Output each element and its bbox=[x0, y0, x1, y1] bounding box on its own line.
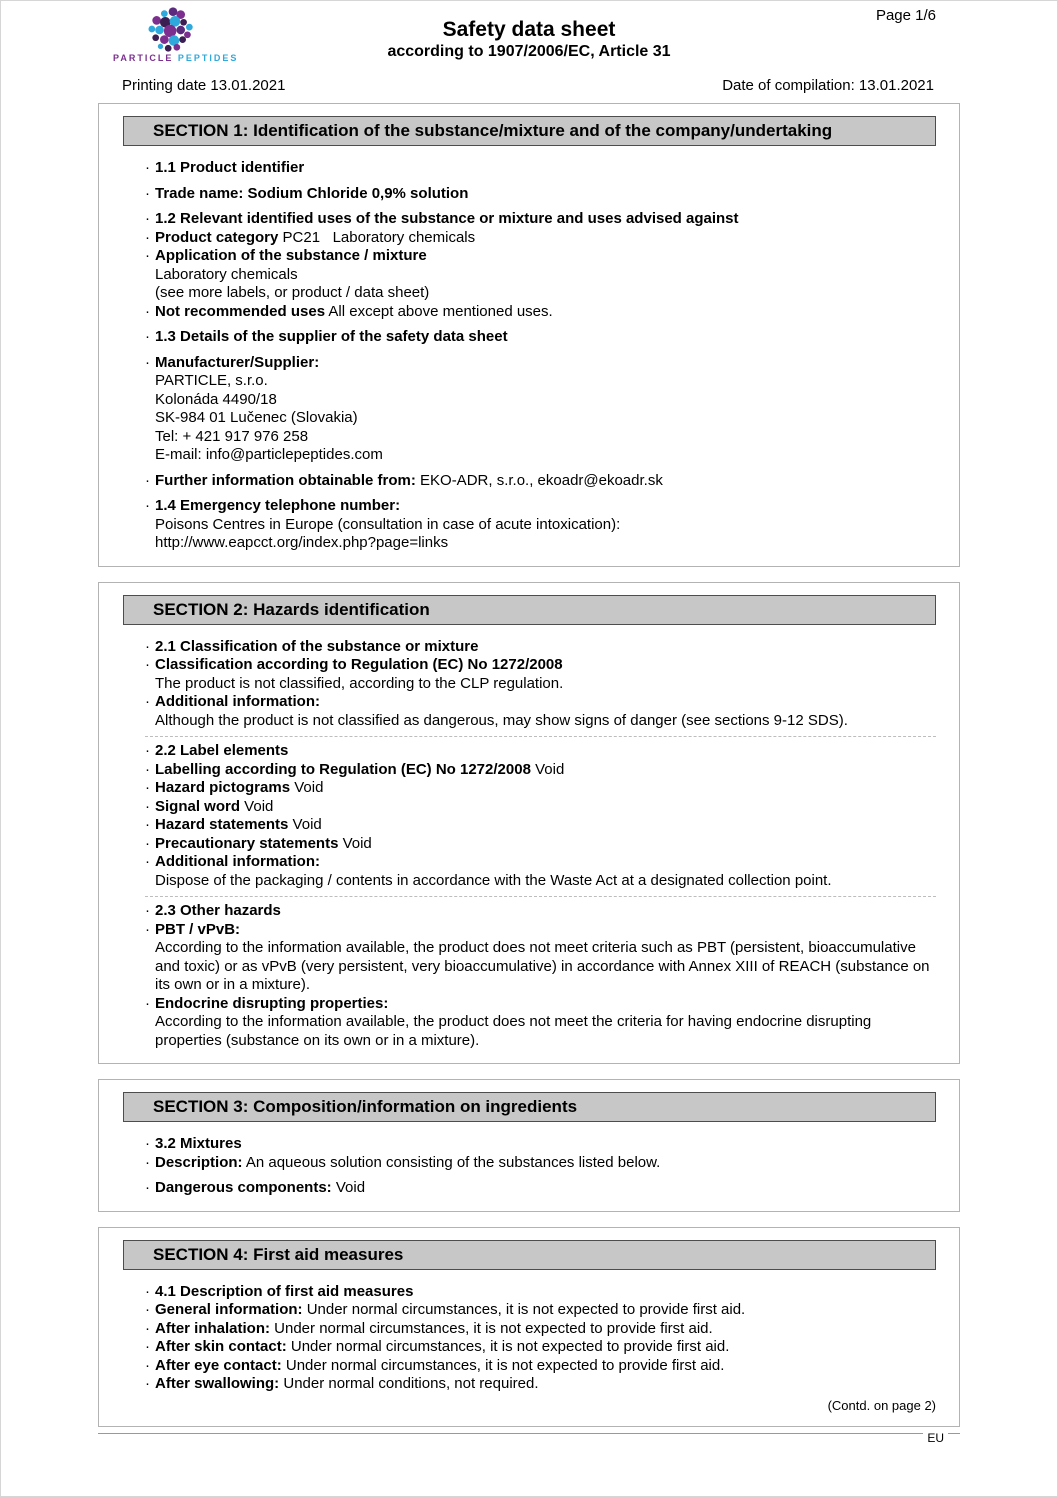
content-block bbox=[145, 159, 936, 178]
bold-label: 4.1 Description of first aid measures bbox=[155, 1282, 414, 1300]
text-line bbox=[145, 391, 936, 410]
content-block bbox=[145, 210, 936, 321]
body-text: Under normal circumstances, it is not expected to provide first aid. bbox=[281, 1356, 725, 1374]
section-box-4 bbox=[98, 1227, 960, 1427]
body-text: SK-984 01 Lučenec (Slovakia) bbox=[155, 409, 358, 426]
bold-label: 3.2 Mixtures bbox=[155, 1135, 242, 1152]
content-block bbox=[145, 896, 936, 1050]
body-text: According to the information available, the product does not meet the criteria for having endocrine disrupting properties (substance on its own or in a mixture). bbox=[155, 1013, 876, 1049]
text-line bbox=[145, 902, 936, 921]
text-line bbox=[145, 1013, 936, 1050]
content-block bbox=[145, 354, 936, 465]
printing-date: Printing date 13.01.2021 bbox=[122, 77, 286, 94]
bold-label: Labelling according to Regulation (EC) No 1272/2008 bbox=[155, 760, 531, 778]
body-text: Under normal circumstances, it is not expected to provide first aid. bbox=[286, 1338, 730, 1355]
bold-label: After inhalation: bbox=[155, 1319, 270, 1337]
document-title-block bbox=[1, 18, 1057, 62]
text-line bbox=[145, 1375, 936, 1394]
text-line bbox=[145, 185, 936, 204]
content-block bbox=[145, 736, 936, 890]
bold-label: Further information obtainable from: bbox=[155, 471, 416, 489]
body-text: Void bbox=[290, 779, 324, 796]
text-line bbox=[145, 742, 936, 761]
text-line bbox=[145, 1135, 936, 1154]
body-text: Laboratory chemicals bbox=[155, 265, 298, 283]
text-line bbox=[145, 798, 936, 817]
text-line bbox=[145, 1320, 936, 1339]
body-text: Under normal conditions, not required. bbox=[279, 1375, 539, 1392]
document-title: Safety data sheet bbox=[442, 18, 616, 41]
body-text: EKO-ADR, s.r.o., ekoadr@ekoadr.sk bbox=[415, 471, 663, 489]
bold-label: 1.1 Product identifier bbox=[155, 159, 305, 176]
bold-label: Additional information: bbox=[155, 693, 320, 710]
bullet-dot: · bbox=[145, 994, 150, 1012]
body-text: Void bbox=[288, 816, 322, 833]
text-line bbox=[145, 247, 936, 266]
bold-label: General information: bbox=[155, 1301, 303, 1318]
body-text: The product is not classified, according to the CLP regulation. bbox=[155, 674, 564, 692]
bullet-dot: · bbox=[145, 1135, 150, 1152]
text-line bbox=[145, 210, 936, 229]
body-text: Poisons Centres in Europe (consultation in case of acute intoxication): bbox=[155, 515, 621, 533]
bullet-dot: · bbox=[145, 1153, 150, 1171]
bold-label: Signal word bbox=[155, 797, 241, 815]
content-block bbox=[145, 328, 936, 347]
footer-line bbox=[98, 1433, 923, 1434]
bold-label: Description: bbox=[155, 1153, 243, 1171]
bold-label: Manufacturer/Supplier: bbox=[155, 353, 320, 371]
bullet-dot: · bbox=[145, 302, 150, 320]
bold-label: 1.2 Relevant identified uses of the substance or mixture and uses advised against bbox=[155, 210, 739, 227]
text-line bbox=[145, 921, 936, 940]
text-line bbox=[145, 816, 936, 835]
body-text: All except above mentioned uses. bbox=[325, 302, 553, 320]
bullet-dot: · bbox=[145, 1375, 150, 1392]
body-text: PARTICLE, s.r.o. bbox=[155, 372, 268, 389]
text-line bbox=[145, 159, 936, 178]
section-header-3: SECTION 3: Composition/information on ingredients bbox=[123, 1092, 936, 1122]
text-line bbox=[145, 372, 936, 391]
bullet-dot: · bbox=[145, 1356, 150, 1374]
text-line bbox=[145, 229, 936, 248]
bullet-dot: · bbox=[145, 853, 150, 870]
bullet-dot: · bbox=[145, 1319, 150, 1337]
content-block bbox=[145, 497, 936, 553]
bold-label: Classification according to Regulation (EC) No 1272/2008 bbox=[155, 656, 563, 673]
bullet-dot: · bbox=[145, 693, 150, 710]
bold-label: Hazard pictograms bbox=[155, 779, 291, 796]
text-line bbox=[145, 266, 936, 285]
bold-label: After swallowing: bbox=[155, 1375, 280, 1392]
content-block bbox=[145, 1135, 936, 1172]
bold-label: PBT / vPvB: bbox=[155, 920, 241, 938]
text-line bbox=[145, 853, 936, 872]
section-box-3 bbox=[98, 1079, 960, 1212]
text-line bbox=[145, 1283, 936, 1302]
text-line bbox=[145, 303, 936, 322]
text-line bbox=[145, 328, 936, 347]
content-block bbox=[145, 638, 936, 731]
text-line bbox=[145, 1338, 936, 1357]
section-box-1 bbox=[98, 103, 960, 567]
bullet-dot: · bbox=[145, 656, 150, 673]
text-line bbox=[145, 354, 936, 373]
bullet-dot: · bbox=[145, 1338, 150, 1355]
section-content bbox=[123, 1270, 936, 1394]
section-content bbox=[123, 146, 936, 553]
bullet-dot: · bbox=[145, 797, 150, 815]
text-line bbox=[145, 995, 936, 1014]
page-number: Page 1/6 bbox=[875, 7, 936, 24]
text-line bbox=[145, 779, 936, 798]
logo-word-particle: PARTICLE bbox=[113, 53, 174, 63]
section-header-4: SECTION 4: First aid measures bbox=[123, 1240, 936, 1270]
bullet-dot: · bbox=[145, 816, 150, 833]
bold-label: 2.2 Label elements bbox=[155, 742, 289, 759]
text-line bbox=[145, 284, 936, 303]
bullet-dot: · bbox=[145, 760, 150, 778]
bullet-dot: · bbox=[145, 210, 150, 227]
bold-label: Not recommended uses bbox=[155, 302, 326, 320]
bold-label: 2.1 Classification of the substance or mixture bbox=[155, 637, 479, 655]
text-line bbox=[145, 472, 936, 491]
bold-label: Hazard statements bbox=[155, 816, 289, 833]
compilation-date: Date of compilation: 13.01.2021 bbox=[722, 77, 934, 94]
footer-line-end bbox=[948, 1433, 960, 1434]
text-line bbox=[145, 516, 936, 535]
document-subtitle: according to 1907/2006/EC, Article 31 bbox=[387, 43, 671, 60]
text-line bbox=[145, 1357, 936, 1376]
content-block bbox=[145, 1179, 936, 1198]
bullet-dot: · bbox=[145, 228, 150, 246]
logo-word-peptides: PEPTIDES bbox=[177, 53, 239, 63]
bold-label: Product category bbox=[155, 228, 279, 246]
section-box-2 bbox=[98, 582, 960, 1065]
bold-label: Application of the substance / mixture bbox=[155, 247, 427, 264]
body-text: http://www.eapcct.org/index.php?page=links bbox=[155, 534, 449, 551]
bullet-dot: · bbox=[145, 834, 150, 852]
bullet-dot: · bbox=[145, 159, 150, 176]
bullet-dot: · bbox=[145, 471, 150, 489]
continued-note: (Contd. on page 2) bbox=[827, 1397, 936, 1413]
text-line bbox=[145, 409, 936, 428]
body-text: (see more labels, or product / data sheet) bbox=[155, 284, 430, 301]
bold-label: After eye contact: bbox=[155, 1356, 282, 1374]
bullet-dot: · bbox=[145, 497, 150, 514]
section-content bbox=[123, 625, 936, 1051]
text-line bbox=[145, 497, 936, 516]
body-text: Void bbox=[331, 1179, 366, 1196]
text-line bbox=[145, 638, 936, 657]
body-text: Void bbox=[338, 834, 372, 852]
bullet-dot: · bbox=[145, 353, 150, 371]
bullet-dot: · bbox=[145, 184, 150, 202]
section-header-1: SECTION 1: Identification of the substance/mixture and of the company/undertaking bbox=[123, 116, 936, 146]
text-line bbox=[145, 872, 936, 891]
text-line bbox=[145, 1179, 936, 1198]
bullet-dot: · bbox=[145, 328, 150, 345]
body-text: Kolonáda 4490/18 bbox=[155, 390, 277, 408]
bullet-dot: · bbox=[145, 637, 150, 655]
text-line bbox=[145, 656, 936, 675]
body-text: Although the product is not classified as dangerous, may show signs of danger (see sections 9-12 SDS). bbox=[155, 711, 848, 729]
text-line bbox=[145, 1154, 936, 1173]
body-text: Void bbox=[530, 760, 565, 778]
content-block bbox=[145, 185, 936, 204]
text-line bbox=[145, 534, 936, 553]
bullet-dot: · bbox=[145, 742, 150, 759]
page-header bbox=[1, 1, 1057, 101]
bold-label: 2.3 Other hazards bbox=[155, 902, 281, 919]
bullet-dot: · bbox=[145, 779, 150, 796]
bold-label: Endocrine disrupting properties: bbox=[155, 994, 389, 1012]
bullet-dot: · bbox=[145, 902, 150, 919]
text-line bbox=[145, 446, 936, 465]
bullet-dot: · bbox=[145, 920, 150, 938]
bold-label: Precautionary statements bbox=[155, 834, 339, 852]
bold-label: Trade name: Sodium Chloride 0,9% solution bbox=[155, 184, 469, 202]
text-line bbox=[145, 428, 936, 447]
sections-container bbox=[1, 103, 1057, 1427]
bold-label: After skin contact: bbox=[155, 1338, 287, 1355]
bullet-dot: · bbox=[145, 1282, 150, 1300]
bold-label: Dangerous components: bbox=[155, 1179, 332, 1196]
bold-label: 1.4 Emergency telephone number: bbox=[155, 497, 401, 514]
section-header-2: SECTION 2: Hazards identification bbox=[123, 595, 936, 625]
bold-label: Additional information: bbox=[155, 853, 320, 870]
text-line bbox=[145, 835, 936, 854]
body-text: E-mail: info@particlepeptides.com bbox=[155, 446, 383, 463]
bullet-dot: · bbox=[145, 247, 150, 264]
bullet-dot: · bbox=[145, 1301, 150, 1318]
footer-rule bbox=[98, 1427, 960, 1445]
body-text: Under normal circumstances, it is not expected to provide first aid. bbox=[302, 1301, 746, 1318]
content-block bbox=[145, 1283, 936, 1394]
body-text: An aqueous solution consisting of the substances listed below. bbox=[242, 1153, 661, 1171]
text-line bbox=[145, 712, 936, 731]
body-text: PC21 Laboratory chemicals bbox=[278, 228, 476, 246]
bold-label: 1.3 Details of the supplier of the safety data sheet bbox=[155, 328, 508, 345]
text-line bbox=[145, 693, 936, 712]
body-text: Tel: + 421 917 976 258 bbox=[155, 427, 309, 445]
text-line bbox=[145, 761, 936, 780]
content-block bbox=[145, 472, 936, 491]
text-line bbox=[145, 939, 936, 995]
body-text: Dispose of the packaging / contents in accordance with the Waste Act at a designated collection point. bbox=[155, 871, 832, 889]
text-line bbox=[145, 675, 936, 694]
date-row bbox=[122, 77, 934, 94]
section-content bbox=[123, 1122, 936, 1198]
body-text: According to the information available, the product does not meet criteria such as PBT (persistent, bioaccumulative and toxic) or as vPvB (very persistent, very bioaccumulative) in accordance with Annex XIII of REACH (substance on its own or in a mixture). bbox=[155, 939, 934, 993]
region-label: EU bbox=[927, 1430, 944, 1445]
body-text: Void bbox=[240, 797, 274, 815]
bullet-dot: · bbox=[145, 1179, 150, 1196]
body-text: Under normal circumstances, it is not expected to provide first aid. bbox=[270, 1319, 713, 1337]
text-line bbox=[145, 1301, 936, 1320]
